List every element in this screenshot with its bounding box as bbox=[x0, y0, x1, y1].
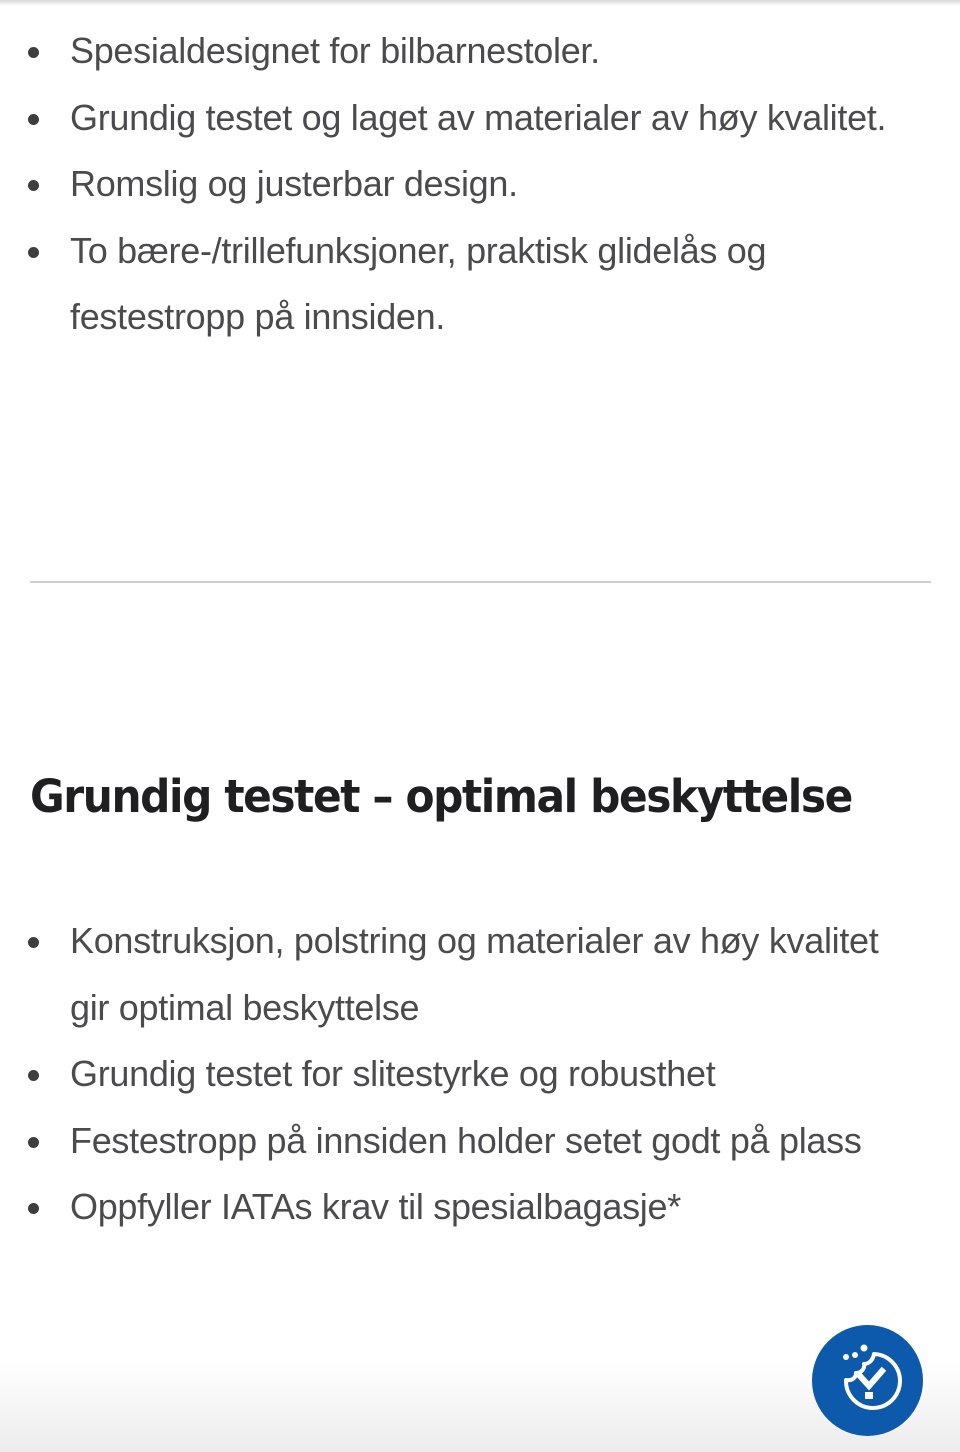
list-item: Oppfyller IATAs krav til spesialbagasje* bbox=[26, 1174, 906, 1241]
features-list-2 bbox=[26, 908, 906, 1241]
list-item: To bære-/trillefunksjoner, praktisk glidelås og festestropp på innsiden. bbox=[26, 218, 906, 351]
header-shadow bbox=[0, 0, 960, 6]
section-divider bbox=[30, 581, 931, 583]
cookie-check-icon bbox=[830, 1340, 906, 1421]
section-heading: Grundig testet – optimal beskyttelse bbox=[30, 770, 852, 823]
list-item: Grundig testet og laget av materialer av høy kvalitet. bbox=[26, 85, 906, 152]
list-item: Festestropp på innsiden holder setet godt på plass bbox=[26, 1108, 906, 1175]
features-list-1 bbox=[26, 18, 906, 351]
list-item: Konstruksjon, polstring og materialer av høy kvalitet gir optimal beskyttelse bbox=[26, 908, 906, 1041]
list-item: Spesialdesignet for bilbarnestoler. bbox=[26, 18, 906, 85]
cookie-consent-button[interactable] bbox=[812, 1325, 923, 1436]
list-item: Grundig testet for slitestyrke og robusthet bbox=[26, 1041, 906, 1108]
list-item: Romslig og justerbar design. bbox=[26, 151, 906, 218]
